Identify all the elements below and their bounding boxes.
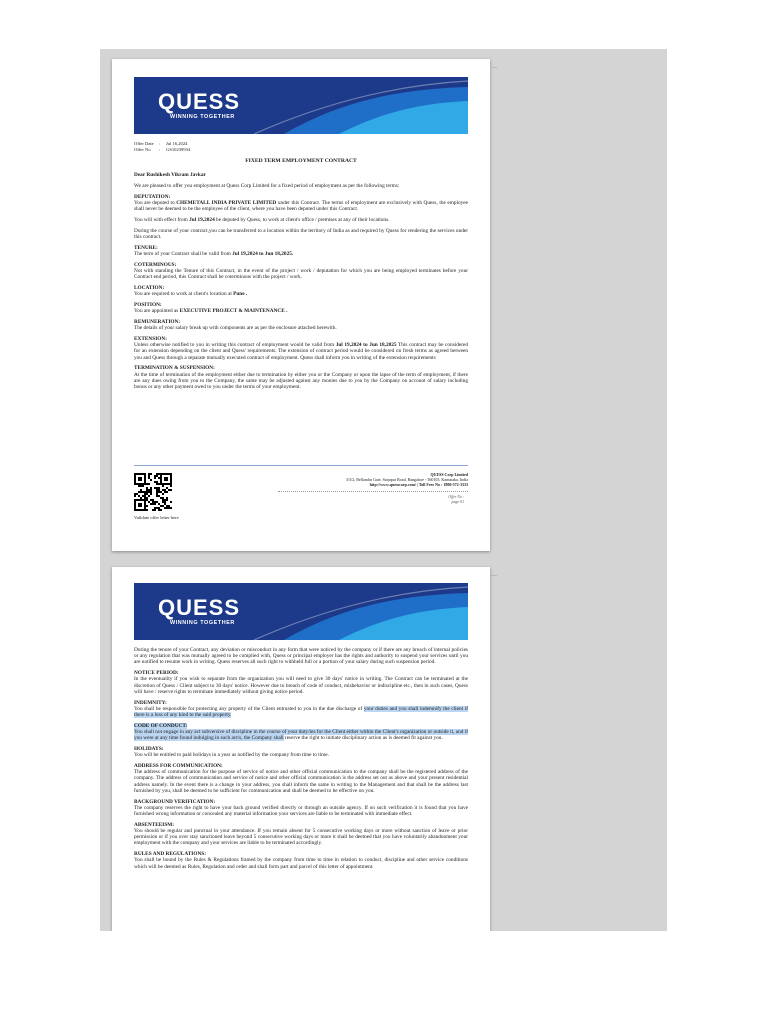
extension-heading: EXTENSION: xyxy=(134,336,167,342)
extension-post: This contract may be considered for an extension depending on the client and Quess' requirements. The extension of contract period would be considered on fresh terms as agreed between you and Quess through a separate mutually executed contract of employment. Quess shall inform you in writing of the extension requirements xyxy=(134,342,469,361)
effect-post: be deputed by Quess, to work at client's office / premises at any of their locations. xyxy=(214,217,390,223)
quess-tagline: WINNING TOGETHER xyxy=(170,114,235,120)
extension-text xyxy=(134,342,468,361)
page-2-body xyxy=(134,647,468,874)
effect-pre: You will with effect from xyxy=(134,217,190,223)
offer-no-colon: : xyxy=(159,147,161,152)
background-text: The company reserves the right to have your back ground verified directly or through an outside agency. If on such verification it is found that you have furnished wrong information or concealed any material information your services are liable to be terminated with immediate effect. xyxy=(134,804,468,818)
offer-date-value: Jul 16,2024 xyxy=(166,141,188,146)
tenure-text xyxy=(134,251,468,257)
company-web: http://www.quesscorp.com/ | Toll Free No : xyxy=(369,482,444,487)
suspension-text: During the tenure of your Contract, any deviation or misconduct in any form that were noticed by the company or if there are any breach of internal policies or any regulation that was mutually agreed to be complied with, Quess or principal employer has the rights and authority to suspend your services until you are notified to resume work in writing. Quess reserves all such right to withheld full or a portion of your salary during such suspension period. xyxy=(134,647,468,666)
page-number: page-01 xyxy=(451,500,464,504)
location-text xyxy=(134,291,468,297)
salutation: Dear Rushikesh Vikram Javkar xyxy=(134,172,206,179)
location-pre: You are required to work at client's location at xyxy=(134,291,234,298)
deputation-transfer: During the course of your contract,you can be transferred to a location within the territory of India as and required by Quess for rendering the services under this contract. xyxy=(134,227,468,240)
footer-rule xyxy=(134,465,468,466)
address-heading: ADDRESS FOR COMMUNICATION: xyxy=(134,763,223,770)
position-text xyxy=(134,308,468,314)
offer-no-value: GS10239934 xyxy=(166,147,191,152)
absenteeism-text: You should be regular and punctual in your attendance. If you remain absent for 5 consecutive working days or more without sanction of leave or prior permission or if you over stay sanctioned leave beyond 5 consecutive working days or more it shall be deemed that you have voluntarily abandonment your employment with the company and your services are liable to be terminated accordingly. xyxy=(134,828,468,847)
qr-code-icon[interactable] xyxy=(134,473,172,511)
quess-logo: QUESS xyxy=(158,89,241,114)
conduct-text xyxy=(134,729,468,741)
page-edge-mark xyxy=(491,67,497,68)
page-edge-mark xyxy=(491,575,497,576)
position-pre: You are appointed as xyxy=(134,308,180,315)
background-heading: BACKGROUND VERIFICATION: xyxy=(134,798,216,805)
position-heading: POSITION: xyxy=(134,302,162,308)
effect-date: Jul 19,2024 xyxy=(189,217,215,223)
conduct-highlight[interactable]: You shall not engage in any act subversive of discipline in the course of your duty/ies for the Client either within the Client's organization or outside it, and if you were at any time found indulging in such act/s, the Company shall xyxy=(134,729,468,742)
notice-heading: NOTICE PERIOD: xyxy=(134,670,179,677)
conduct-post: reserve the right to initiate disciplinary action as is deemed fit against you. xyxy=(283,735,443,742)
company-name: QUESS Corp Limited xyxy=(430,472,468,477)
remuneration-heading: REMUNERATION: xyxy=(134,319,181,325)
validate-offer-link[interactable]: Validate offer letter here xyxy=(134,515,179,520)
header-banner xyxy=(134,583,468,640)
conduct-heading[interactable]: CODE OF CONDUCT: xyxy=(134,722,188,729)
indemnity-highlight[interactable]: your duties and you shall indemnify the client if there is a loss of any kind to the said property. xyxy=(134,705,468,719)
document-page-1 xyxy=(112,59,490,551)
tenure-range: Jul 19,2024 to Jun 18,2025. xyxy=(232,251,294,257)
page-1-body xyxy=(134,141,468,395)
notice-text: In the eventuality if you wish to separate from the organization you will need to give 30 days' notice in writing. The Contract can be terminated at the discretion of Quess / Client subject to 30 days' notice. However due to breach of code of conduct, misbehavior or indiscipline etc., then in such cases, Quess will have / reserve rights to terminate immediately without giving notice period. xyxy=(134,676,468,695)
document-viewer[interactable] xyxy=(100,49,667,931)
deputation-post: under this Contract. The terms of employment are exclusively with Quess, the employee shall never be deemed to be the employee of the client, where you have been deputed under this Contract. xyxy=(134,200,468,213)
deputation-pre: You are deputed to xyxy=(134,200,177,206)
indemnity-heading: INDEMNITY: xyxy=(134,699,167,706)
quess-logo: QUESS xyxy=(158,595,241,620)
absenteeism-heading: ABSENTEEISM: xyxy=(134,821,175,828)
termination-text: At the time of termination of the employment either due to termination by either you or the Company or upon the lapse of the term of employment, if there are any dues owing from you to the Company, the same may be adjusted against any monies due to you by the Company on account of salary including bonus or any other payment owed to you under the terms of your employment. xyxy=(134,371,468,391)
rules-text: You shall be bound by the Rules & Regulations framed by the company from time to time in relation to conduct, discipline and other service conditions which will be deemed as Rules, Regulation and order and shall form part and parcel of this letter of appointment. xyxy=(134,857,468,870)
indemnity-pre: You shall be responsible for protecting any property of the Client entrusted to you in the due discharge of xyxy=(134,705,364,712)
coterminous-text: Not with standing the Tenure of this Contract, in the event of the project / work / deputation for which you are being employed terminates before your Contract end period, this Contract shall be coterminous with the project / work. xyxy=(134,268,468,281)
offer-no-label: Offer No xyxy=(134,147,151,152)
footer-offer-number xyxy=(448,495,464,505)
location-city: Pune . xyxy=(233,291,248,298)
intro-text: We are pleased to offer you employment at Quess Corp Limited for a fixed period of employment as per the following terms: xyxy=(134,183,400,189)
holidays-text: You will be entitled to paid holidays in a year as notified by the company from time to time. xyxy=(134,752,329,759)
coterminous-heading: COTERMINOUS: xyxy=(134,261,177,268)
contract-title: FIXED TERM EMPLOYMENT CONTRACT xyxy=(245,158,357,164)
address-text: The address of communication for the purpose of service of notice and other official communication to the company shall be the registered address of the company. The address of communication and service of notice and other official communication is the address set out as above and your present residential address namely. In the event there is a change in your address, you shall inform the same in writing to the Management and that shall be the address last furnished by you, shall be deemed to be sufficient for communication and shall be deemed to be effective on you. xyxy=(134,769,468,794)
toll-free-number: 1800-572-3333 xyxy=(443,482,468,487)
deputation-effect xyxy=(134,217,468,223)
extension-pre: Unless otherwise notified to you in writing this contract of employment would be valid from xyxy=(134,342,336,349)
company-address: 3/3/2, Bellandur Gate, Sarjapur Road, Bangalore - 560103. Karnataka, India xyxy=(346,477,468,482)
deputation-text xyxy=(134,200,468,212)
holidays-heading: HOLIDAYS: xyxy=(134,746,164,753)
termination-heading: TERMINATION & SUSPENSION: xyxy=(134,365,215,372)
header-banner xyxy=(134,77,468,134)
document-page-2 xyxy=(112,567,490,931)
offer-date-label: Offer Date xyxy=(134,141,154,146)
offer-no-row xyxy=(134,147,468,153)
company-info xyxy=(346,472,468,487)
location-heading: LOCATION: xyxy=(134,285,165,291)
offer-date-colon: : xyxy=(159,141,161,146)
footer-dotted-rule xyxy=(278,491,468,492)
position-role: EXECUTIVE PROJECT & MAINTENANCE . xyxy=(179,308,288,315)
deputation-heading: DEPUTATION: xyxy=(134,193,171,200)
client-name: CHEMETALL INDIA PRIVATE LIMITED xyxy=(176,200,277,206)
extension-range: Jul 19,2024 to Jun 18,2025 xyxy=(335,342,397,349)
indemnity-text xyxy=(134,706,468,718)
tenure-pre: The term of your Contract shall be valid from xyxy=(134,251,233,257)
rules-heading: RULES AND REGULATIONS: xyxy=(134,851,207,858)
remuneration-text: The details of your salary break up with components are as per the enclosure attached herewith. xyxy=(134,325,337,332)
footer-offer-label: Offer No : xyxy=(448,495,464,499)
quess-tagline: WINNING TOGETHER xyxy=(170,620,235,626)
tenure-heading: TENURE: xyxy=(134,244,158,251)
